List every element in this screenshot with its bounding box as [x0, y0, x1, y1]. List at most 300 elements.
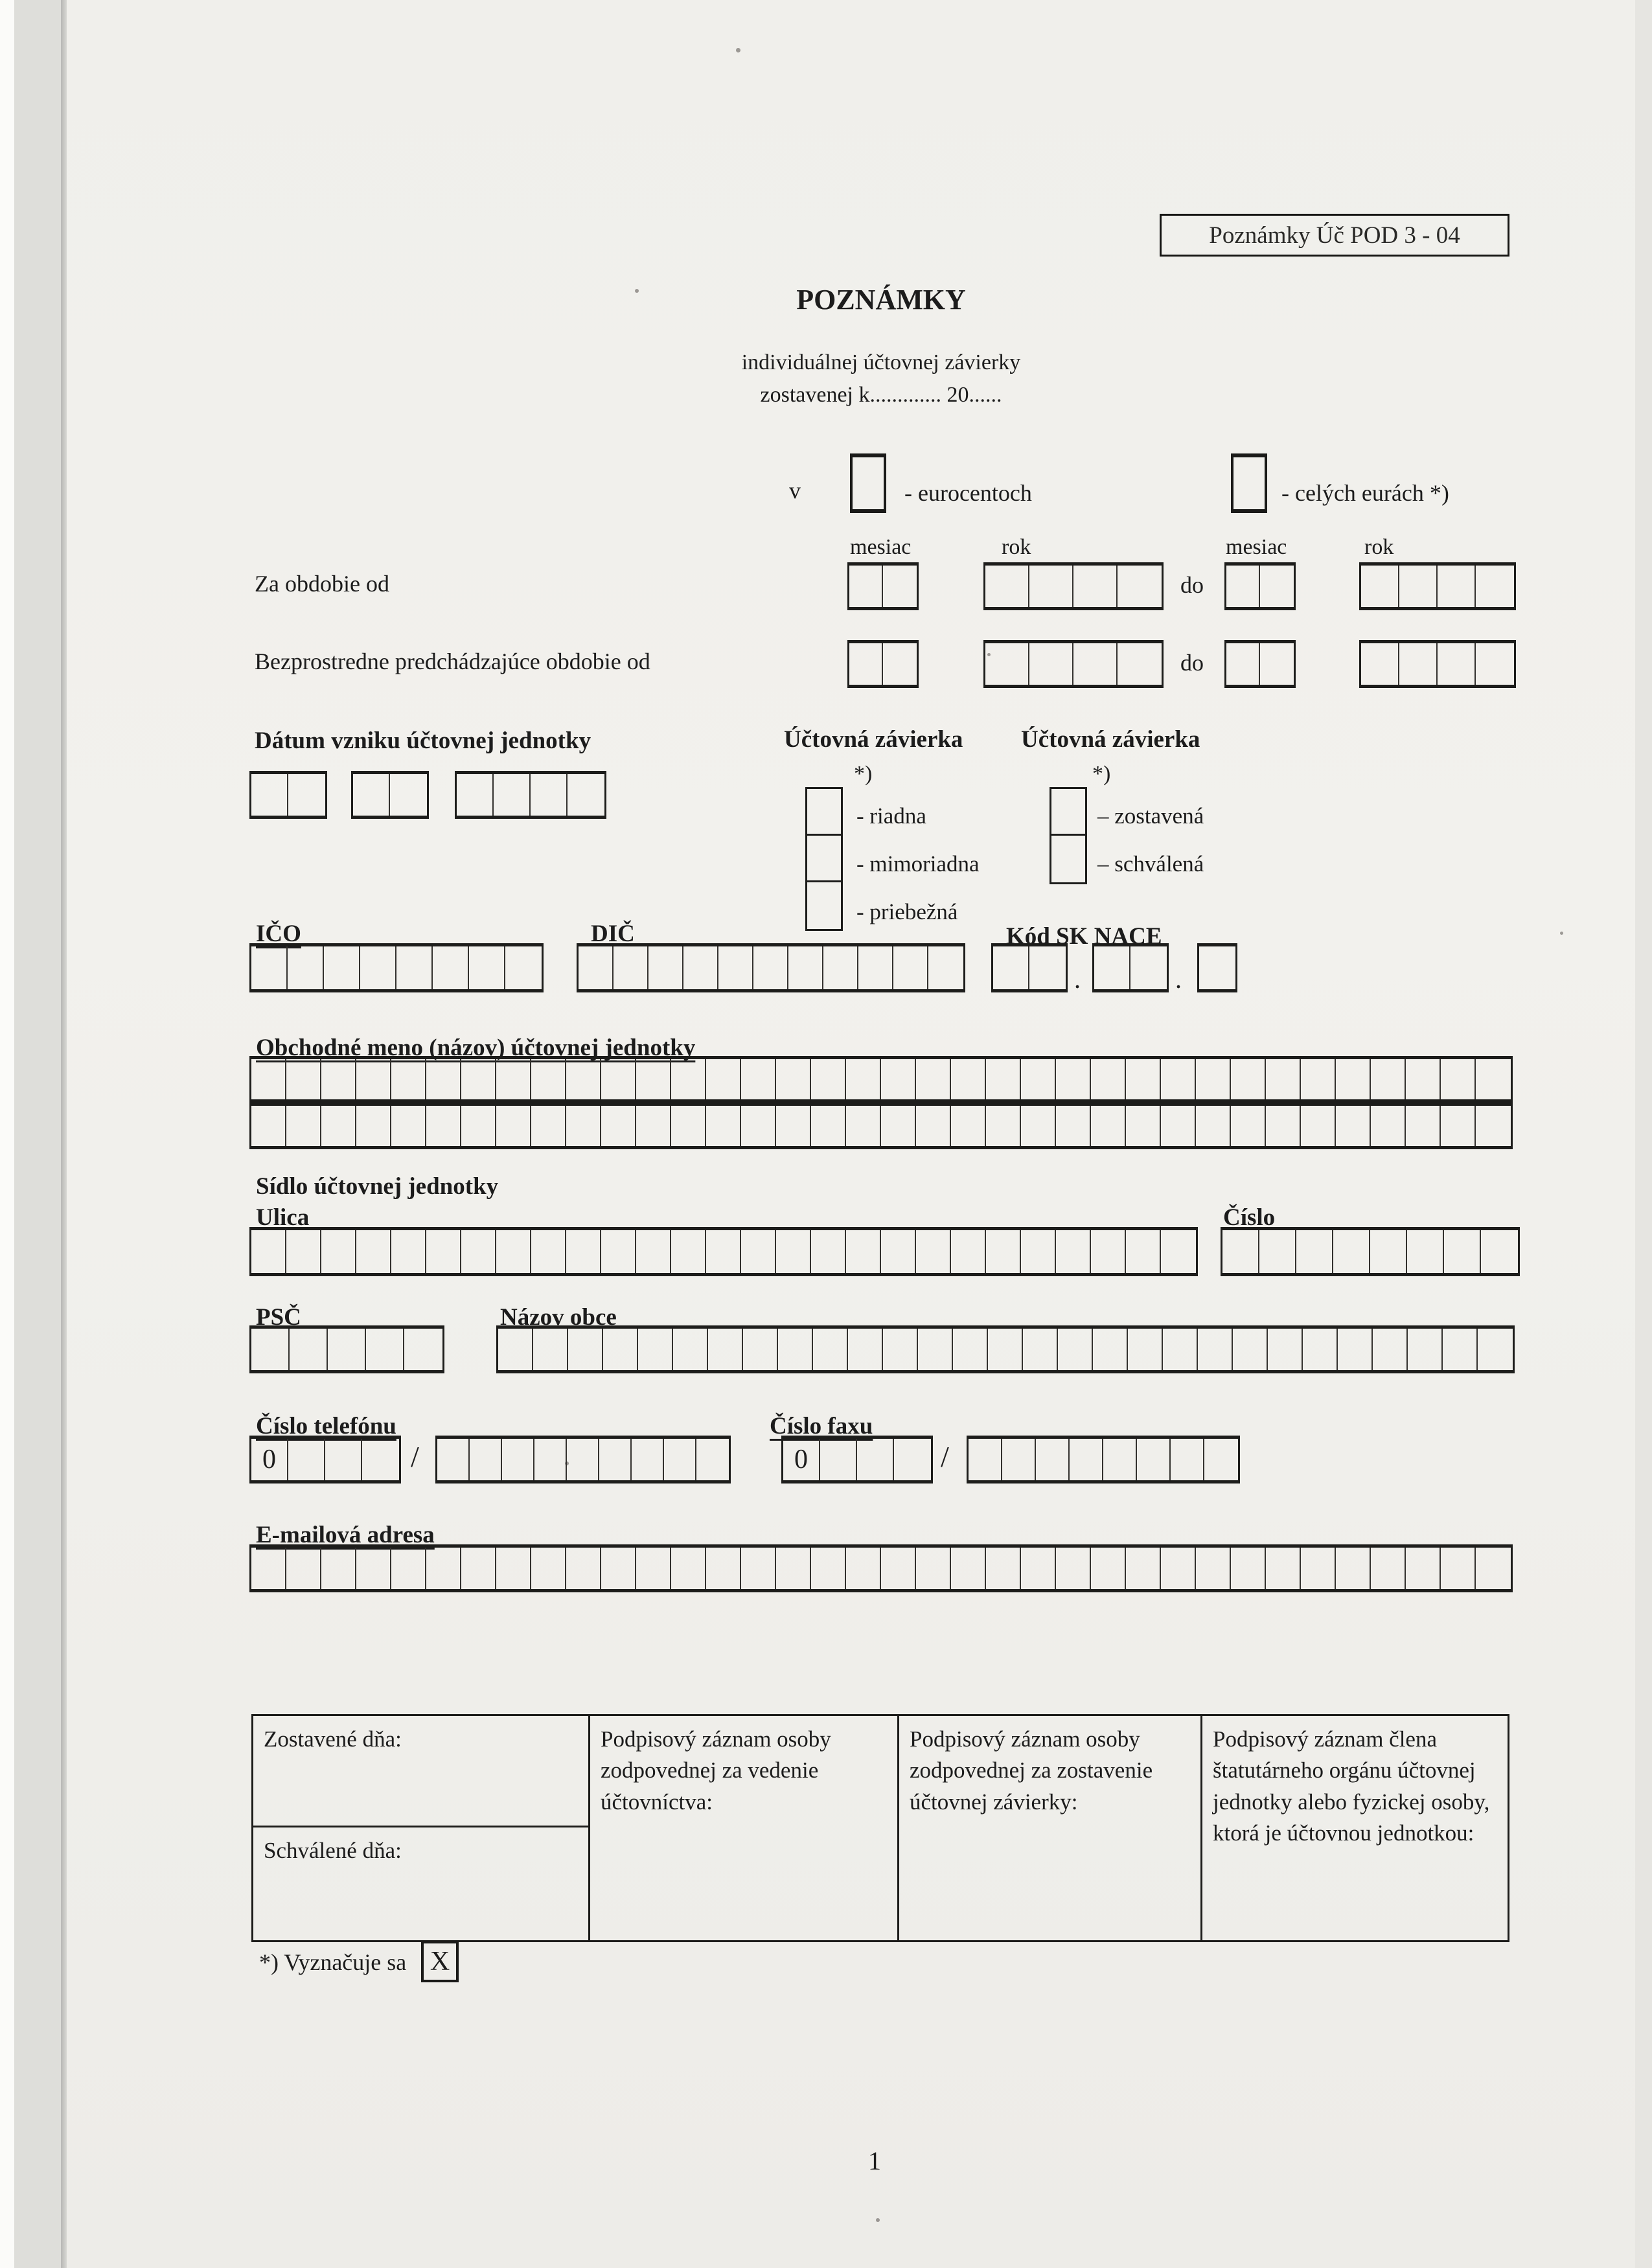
char-box: [1021, 1059, 1056, 1099]
scan-edge-right: [1635, 0, 1652, 2268]
char-box: [1056, 1106, 1091, 1146]
period1-year-to-grid: [1359, 562, 1516, 610]
char-box: [1056, 1059, 1091, 1099]
char-box: [858, 946, 893, 989]
char-box: [391, 1059, 426, 1099]
scan-speck: [736, 48, 740, 52]
char-box: [356, 1230, 391, 1273]
riadna-label: - riadna: [856, 803, 926, 829]
char-box: [1336, 1548, 1371, 1589]
char-box: [894, 1439, 931, 1480]
form-code-box: [1160, 214, 1509, 257]
char-box: [1438, 566, 1476, 607]
char-box: [321, 1106, 356, 1146]
whole-euro-checkbox: [1231, 453, 1267, 513]
char-box: [1163, 1329, 1198, 1370]
char-box: [531, 1230, 566, 1273]
char-box: [1161, 1548, 1196, 1589]
phone-number-grid: [435, 1436, 731, 1483]
char-box: [696, 1439, 729, 1480]
ico-label: IČO: [256, 921, 301, 947]
char-box: [636, 1230, 671, 1273]
char-box: [1371, 1548, 1406, 1589]
char-box: [741, 1230, 776, 1273]
char-box: [1371, 1059, 1406, 1099]
char-box: [426, 1230, 461, 1273]
registered-office-label: Sídlo účtovnej jednotky: [256, 1173, 499, 1200]
char-box: [986, 1059, 1021, 1099]
char-box: [1361, 643, 1399, 685]
char-box: [290, 1329, 328, 1370]
char-box: [820, 1439, 857, 1480]
sk-nace-dot-2: .: [1175, 965, 1182, 994]
char-box: [788, 946, 823, 989]
dic-grid: [577, 943, 965, 992]
char-box: [251, 946, 288, 989]
char-box: [566, 1548, 601, 1589]
char-box: [1438, 643, 1476, 685]
ico-grid: [249, 943, 544, 992]
char-box: [1094, 946, 1130, 989]
char-box: [813, 1329, 848, 1370]
char-box: [362, 1439, 399, 1480]
signature-table: [251, 1714, 1509, 1942]
char-box: [1266, 1548, 1301, 1589]
char-box: [426, 1059, 461, 1099]
char-box: [993, 946, 1029, 989]
period2-month-from-grid: [847, 640, 919, 688]
char-box: [566, 1059, 601, 1099]
char-box: [1407, 1230, 1444, 1273]
char-box: [288, 774, 325, 816]
char-box: [251, 1059, 286, 1099]
char-box: [671, 1106, 706, 1146]
char-box: 0: [251, 1439, 288, 1480]
char-box: [881, 1059, 916, 1099]
char-box: [1478, 1329, 1513, 1370]
inception-year-grid: [455, 771, 606, 819]
char-box: [1073, 566, 1118, 607]
priebezna-label: - priebežná: [856, 899, 958, 924]
char-box: [566, 1230, 601, 1273]
char-box: [1196, 1059, 1231, 1099]
char-box: [321, 1059, 356, 1099]
char-box: [1103, 1439, 1137, 1480]
period-row1-label: Za obdobie od: [255, 571, 389, 597]
char-box: [857, 1439, 894, 1480]
char-box: [883, 1329, 918, 1370]
char-box: [461, 1548, 496, 1589]
municipality-label: Názov obce: [500, 1304, 617, 1331]
char-box: [1091, 1548, 1126, 1589]
char-box: [673, 1329, 708, 1370]
form-code: Poznámky Úč POD 3 - 04: [1209, 222, 1460, 249]
mesiac-header-2: mesiac: [1226, 535, 1287, 559]
eurocent-checkbox: [850, 453, 886, 513]
char-box: [1196, 1106, 1231, 1146]
char-box: [708, 1329, 743, 1370]
char-box: [846, 1106, 881, 1146]
street-grid: [249, 1227, 1198, 1276]
char-box: [601, 1106, 636, 1146]
char-box: [286, 1059, 321, 1099]
scan-edge: [0, 0, 14, 2268]
period1-year-from-grid: [983, 562, 1164, 610]
char-box: [1231, 1059, 1266, 1099]
signature-statutory-cell: Podpisový záznam člena štatutárneho orgánu účtovnej jednotky alebo fyzickej osoby, ktorá je účtovnou jednotkou:: [1200, 1716, 1508, 1940]
char-box: [883, 643, 917, 685]
char-box: [391, 1230, 426, 1273]
char-box: [1204, 1439, 1238, 1480]
char-box: [496, 1106, 531, 1146]
char-box: [1260, 643, 1294, 685]
char-box: [1399, 643, 1438, 685]
postal-code-label: PSČ: [256, 1304, 301, 1331]
char-box: [881, 1106, 916, 1146]
char-box: [1226, 566, 1260, 607]
char-box: [1222, 1230, 1259, 1273]
char-box: [360, 946, 396, 989]
inception-day-grid: [249, 771, 327, 819]
char-box: [461, 1106, 496, 1146]
char-box: [568, 1329, 603, 1370]
eurocent-label: - eurocentoch: [904, 480, 1032, 506]
char-box: [706, 1230, 741, 1273]
period1-month-from-grid: [847, 562, 919, 610]
char-box: [671, 1548, 706, 1589]
subtitle-line2: zostavenej k............. 20......: [760, 383, 1002, 407]
fax-label: Číslo faxu: [770, 1413, 873, 1439]
char-box: [916, 1548, 951, 1589]
char-box: [533, 1329, 568, 1370]
char-box: [1408, 1329, 1443, 1370]
char-box: [1296, 1230, 1333, 1273]
char-box: [811, 1059, 846, 1099]
char-box: [324, 946, 360, 989]
char-box: [849, 566, 883, 607]
period2-do-label: do: [1180, 650, 1204, 676]
sk-nace-label: Kód SK NACE: [1006, 923, 1162, 950]
char-box: [251, 774, 288, 816]
char-box: [251, 1106, 286, 1146]
zavierka-status-checkboxes: [1050, 787, 1087, 884]
char-box: [1406, 1548, 1441, 1589]
char-box: [881, 1230, 916, 1273]
mimoriadna-checkbox: [807, 836, 841, 882]
char-box: [776, 1230, 811, 1273]
char-box: [567, 1439, 599, 1480]
char-box: [1137, 1439, 1171, 1480]
char-box: [614, 946, 648, 989]
char-box: [988, 1329, 1023, 1370]
page-title: POZNÁMKY: [796, 284, 966, 315]
char-box: [1161, 1230, 1196, 1273]
char-box: [1036, 1439, 1070, 1480]
char-box: [1444, 1230, 1481, 1273]
char-box: [288, 1439, 325, 1480]
char-box: [531, 1059, 566, 1099]
zavierka-type-title: Účtovná závierka: [784, 726, 963, 753]
char-box: [1091, 1059, 1126, 1099]
char-box: [426, 1548, 461, 1589]
char-box: [601, 1230, 636, 1273]
char-box: [648, 946, 683, 989]
char-box: [1301, 1106, 1336, 1146]
char-box: [1196, 1548, 1231, 1589]
subtitle-line1: individuálnej účtovnej závierky: [741, 350, 1021, 374]
char-box: [1370, 1230, 1407, 1273]
whole-euro-label: - celých eurách *): [1281, 480, 1449, 506]
char-box: [969, 1439, 1002, 1480]
char-box: [671, 1230, 706, 1273]
footnote-mark: X: [430, 1947, 450, 1976]
signature-bookkeeping-cell: Podpisový záznam osoby zodpovednej za vedenie účtovníctva:: [588, 1716, 897, 1940]
sk-nace-grid-3: [1197, 943, 1237, 992]
char-box: [1476, 566, 1514, 607]
inception-month-grid: [351, 771, 429, 819]
char-box: [496, 1548, 531, 1589]
char-box: 0: [783, 1439, 820, 1480]
char-box: [286, 1548, 321, 1589]
period2-year-from-grid: [983, 640, 1164, 688]
char-box: [636, 1106, 671, 1146]
char-box: [1070, 1439, 1103, 1480]
char-box: [1198, 1329, 1233, 1370]
char-box: [321, 1230, 356, 1273]
char-box: [638, 1329, 673, 1370]
char-box: [396, 946, 433, 989]
mesiac-header-1: mesiac: [850, 535, 912, 559]
char-box: [706, 1548, 741, 1589]
char-box: [404, 1329, 442, 1370]
char-box: [251, 1230, 286, 1273]
currency-v-label: v: [789, 477, 801, 503]
char-box: [356, 1106, 391, 1146]
house-number-grid: [1221, 1227, 1520, 1276]
char-box: [505, 946, 542, 989]
char-box: [918, 1329, 953, 1370]
scan-edge-line: [61, 0, 67, 2268]
char-box: [671, 1059, 706, 1099]
zavierka-type-checkboxes: [805, 787, 843, 931]
char-box: [496, 1059, 531, 1099]
zavierka-status-title: Účtovná závierka: [1021, 726, 1200, 753]
char-box: [426, 1106, 461, 1146]
char-box: [531, 1548, 566, 1589]
char-box: [1056, 1548, 1091, 1589]
char-box: [461, 1059, 496, 1099]
char-box: [494, 774, 531, 816]
char-box: [1126, 1106, 1161, 1146]
char-box: [1441, 1059, 1476, 1099]
char-box: [1128, 1329, 1163, 1370]
char-box: [846, 1230, 881, 1273]
period-row2-label: Bezprostredne predchádzajúce obdobie od: [255, 648, 650, 674]
inception-label: Dátum vzniku účtovnej jednotky: [255, 727, 591, 754]
char-box: [1118, 643, 1162, 685]
char-box: [846, 1059, 881, 1099]
char-box: [1021, 1106, 1056, 1146]
char-box: [391, 1548, 426, 1589]
signature-preparation-cell: Podpisový záznam osoby zodpovednej za zostavenie účtovnej závierky:: [897, 1716, 1200, 1940]
char-box: [579, 946, 614, 989]
char-box: [534, 1439, 567, 1480]
municipality-grid: [496, 1325, 1515, 1373]
fax-slash: /: [941, 1440, 949, 1473]
char-box: [916, 1059, 951, 1099]
rok-header-1: rok: [1002, 535, 1031, 559]
scan-speck: [1560, 932, 1563, 935]
char-box: [1126, 1230, 1161, 1273]
char-box: [601, 1548, 636, 1589]
char-box: [1476, 643, 1514, 685]
char-box: [985, 643, 1029, 685]
email-label: E-mailová adresa: [256, 1522, 435, 1548]
char-box: [531, 774, 568, 816]
page-number: 1: [868, 2146, 881, 2175]
char-box: [953, 1329, 988, 1370]
char-box: [776, 1548, 811, 1589]
char-box: [1029, 566, 1073, 607]
phone-prefix-grid: [249, 1436, 401, 1483]
zavierka-status-note: *): [1092, 762, 1111, 786]
period2-year-to-grid: [1359, 640, 1516, 688]
char-box: [1371, 1106, 1406, 1146]
char-box: [286, 1230, 321, 1273]
char-box: [1336, 1106, 1371, 1146]
char-box: [1171, 1439, 1204, 1480]
char-box: [1058, 1329, 1093, 1370]
char-box: [391, 1106, 426, 1146]
email-grid: [249, 1544, 1513, 1592]
char-box: [928, 946, 963, 989]
phone-slash: /: [411, 1440, 419, 1473]
char-box: [603, 1329, 638, 1370]
sk-nace-grid-2: [1092, 943, 1169, 992]
char-box: [636, 1548, 671, 1589]
char-box: [1266, 1059, 1301, 1099]
char-box: [1260, 566, 1294, 607]
char-box: [893, 946, 928, 989]
char-box: [1441, 1106, 1476, 1146]
char-box: [632, 1439, 664, 1480]
char-box: [951, 1106, 986, 1146]
char-box: [1266, 1106, 1301, 1146]
char-box: [951, 1059, 986, 1099]
char-box: [1301, 1059, 1336, 1099]
char-box: [881, 1548, 916, 1589]
char-box: [356, 1548, 391, 1589]
char-box: [1259, 1230, 1296, 1273]
char-box: [1002, 1439, 1036, 1480]
char-box: [1231, 1548, 1266, 1589]
char-box: [286, 1106, 321, 1146]
schvalena-checkbox: [1051, 836, 1085, 882]
fax-prefix-grid: [781, 1436, 933, 1483]
char-box: [288, 946, 324, 989]
char-box: [1476, 1059, 1511, 1099]
footnote-mark-box: [421, 1941, 459, 1982]
char-box: [251, 1548, 286, 1589]
char-box: [1476, 1106, 1511, 1146]
char-box: [741, 1548, 776, 1589]
zostavena-label: – zostavená: [1097, 803, 1204, 829]
rok-header-2: rok: [1364, 535, 1394, 559]
schvalena-label: – schválená: [1097, 851, 1204, 876]
char-box: [1268, 1329, 1303, 1370]
char-box: [325, 1439, 362, 1480]
char-box: [1093, 1329, 1128, 1370]
char-box: [566, 1106, 601, 1146]
char-box: [1399, 566, 1438, 607]
char-box: [778, 1329, 813, 1370]
char-box: [321, 1548, 356, 1589]
char-box: [496, 1230, 531, 1273]
char-box: [1406, 1059, 1441, 1099]
char-box: [1406, 1106, 1441, 1146]
char-box: [718, 946, 753, 989]
char-box: [1476, 1548, 1511, 1589]
char-box: [664, 1439, 696, 1480]
business-name-grid-row2: [249, 1103, 1513, 1149]
char-box: [776, 1106, 811, 1146]
char-box: [986, 1106, 1021, 1146]
scan-edge-band: [14, 0, 61, 2268]
char-box: [951, 1548, 986, 1589]
char-box: [599, 1439, 632, 1480]
char-box: [683, 946, 718, 989]
char-box: [706, 1106, 741, 1146]
char-box: [741, 1106, 776, 1146]
char-box: [811, 1548, 846, 1589]
priebezna-checkbox: [807, 882, 841, 929]
char-box: [366, 1329, 404, 1370]
char-box: [601, 1059, 636, 1099]
char-box: [1231, 1106, 1266, 1146]
char-box: [743, 1329, 778, 1370]
char-box: [985, 566, 1029, 607]
char-box: [1441, 1548, 1476, 1589]
char-box: [356, 1059, 391, 1099]
char-box: [353, 774, 390, 816]
phone-label: Číslo telefónu: [256, 1413, 396, 1439]
char-box: [1130, 946, 1167, 989]
char-box: [1073, 643, 1118, 685]
fax-number-grid: [967, 1436, 1240, 1483]
scan-speck: [876, 2218, 880, 2222]
house-number-label: Číslo: [1223, 1204, 1276, 1231]
period1-do-label: do: [1180, 572, 1204, 598]
char-box: [1126, 1548, 1161, 1589]
riadna-checkbox: [807, 789, 841, 836]
char-box: [1021, 1548, 1056, 1589]
postal-code-grid: [249, 1325, 444, 1373]
char-box: [776, 1059, 811, 1099]
mimoriadna-label: - mimoriadna: [856, 851, 980, 876]
sk-nace-grid-1: [991, 943, 1068, 992]
char-box: [1199, 946, 1235, 989]
footnote-text: *) Vyznačuje sa: [259, 1949, 407, 1975]
dic-label: DIČ: [591, 921, 635, 947]
char-box: [846, 1548, 881, 1589]
char-box: [1091, 1230, 1126, 1273]
char-box: [461, 1230, 496, 1273]
char-box: [811, 1106, 846, 1146]
char-box: [1333, 1230, 1370, 1273]
char-box: [811, 1230, 846, 1273]
char-box: [1443, 1329, 1478, 1370]
char-box: [531, 1106, 566, 1146]
